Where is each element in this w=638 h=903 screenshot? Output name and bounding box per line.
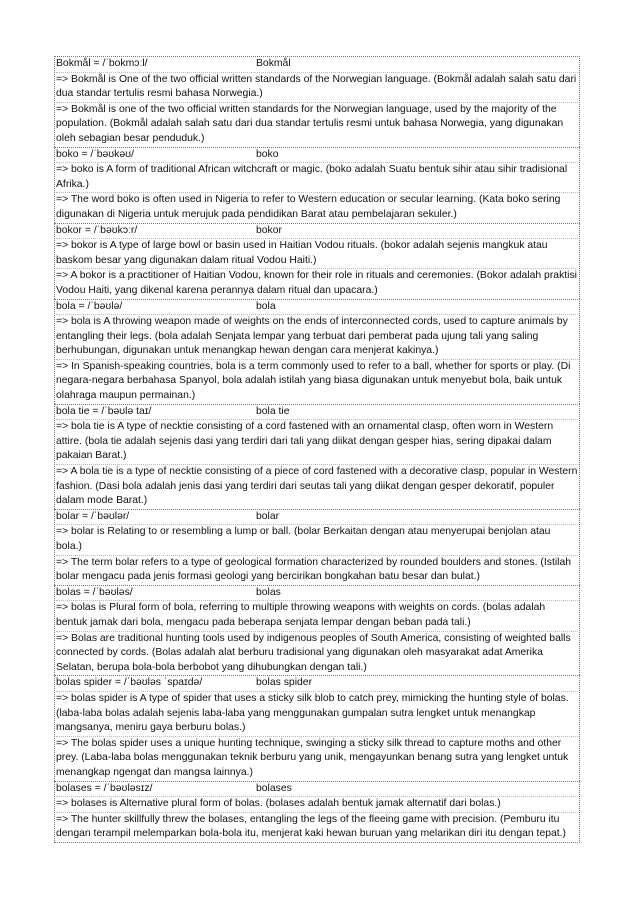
entry-header (56, 586, 578, 602)
entry-bola-tie (54, 404, 580, 509)
headword: bola tie (256, 405, 290, 417)
example-line: => The word boko is often used in Nigeria to refer to Western education or secular learning. (Kata boko sering digunakan di Nigeria untuk merujuk pada pendidikan Barat atau pembelajaran sekuler.) (56, 194, 561, 220)
entry-bolar (54, 509, 580, 585)
dictionary-page (54, 56, 580, 843)
pronunciation: bokor = /ˈbəʊkɔːr/ (56, 224, 138, 236)
pronunciation: bolar = /ˈbəʊlər/ (56, 510, 130, 522)
entry-bolases (54, 781, 580, 843)
example-line: => In Spanish-speaking countries, bola is a term commonly used to refer to a ball, whether for sports or play. (Di negara-negara berbahasa Spanyol, bola adalah istilah yang biasa digunakan untuk menyebut bola, baik untuk olahraga maupun permainan.) (56, 360, 571, 402)
entry-header (56, 676, 578, 692)
headword: bolar (256, 510, 280, 522)
pronunciation: bolas spider = /ˈbəʊləs ˈspaɪdə/ (56, 677, 203, 689)
entry-bokmal (54, 56, 580, 147)
definition-line: => bokor is A type of large bowl or basin used in Haitian Vodou rituals. (bokor adalah sejenis mangkuk atau baskom besar yang digunakan dalam ritual Vodou Haiti.) (56, 239, 578, 269)
entry-header (56, 57, 578, 73)
headword: bolas (256, 586, 281, 598)
entry-header (56, 782, 578, 798)
headword: bolas spider (256, 677, 313, 689)
pronunciation: bola tie = /ˈbəʊlə taɪ/ (56, 405, 152, 417)
headword: boko (256, 148, 279, 160)
headword: bokor (256, 224, 282, 236)
example-line: => Bolas are traditional hunting tools used by indigenous peoples of South America, consisting of weighted balls connected by cords. (Bolas adalah alat berburu tradisional yang digunakan oleh masyarakat adat Amerika Selatan, berupa bola-bola berbobot yang dihubungkan dengan tali.) (56, 632, 571, 673)
headword: bolases (256, 782, 292, 794)
pronunciation: boko = /ˈbəʊkəʊ/ (56, 148, 134, 160)
entry-bola (54, 299, 580, 404)
entry-header (56, 405, 578, 421)
example-line: => The term bolar refers to a type of geological formation characterized by rounded boulders and stones. (Istilah bolar mengacu pada jenis formasi geologi yang bercirikan bongkahan batu besar dan bulat.) (56, 556, 572, 583)
example-line: => A bokor is a practitioner of Haitian Vodou, known for their role in rituals and ceremonies. (Bokor adalah praktisi Vodou Haiti, yang dikenal karena perannya dalam ritual dan upacara.) (56, 270, 577, 296)
entry-boko (54, 147, 580, 223)
definition-line: => bolar is Relating to or resembling a lump or ball. (bolar Berkaitan dengan atau menyerupai benjolan atau bola.) (56, 525, 578, 555)
definition-line: => bolases is Alternative plural form of bolas. (bolases adalah bentuk jamak alternatif dari bolas.) (56, 797, 578, 813)
entry-header (56, 148, 578, 164)
definition-line: => bola is A throwing weapon made of weights on the ends of interconnected cords, used to capture animals by entangling their legs. (bola adalah Senjata lempar yang terbuat dari pemberat pada ujung tali yang saling berhubungan, digunakan untuk menangkap hewan dengan cara menjerat kakinya.) (56, 315, 578, 360)
entry-bokor (54, 223, 580, 299)
pronunciation: bolases = /ˈbəʊləsɪz/ (56, 782, 153, 794)
pronunciation: bola = /ˈbəʊlə/ (56, 300, 123, 312)
example-line: => A bola tie is a type of necktie consisting of a piece of cord fastened with a decorative clasp, popular in Western fashion. (Dasi bola adalah jenis dasi yang terdiri dari seutas tali yang diikat dengan gesper dekoratif, populer dalam mode Barat.) (56, 466, 578, 507)
pronunciation: bolas = /ˈbəʊləs/ (56, 586, 133, 598)
definition-line: => Bokmål is One of the two official written standards of the Norwegian language. (Bokmål adalah salah satu dari dua standar tertulis resmi bahasa Norwegia.) (56, 73, 578, 103)
example-line: => The hunter skillfully threw the bolases, entangling the legs of the fleeing game with precision. (Pemburu itu dengan terampil melemparkan bola-bola itu, menjerat kaki hewan buruan yang melarikan diri itu dengan tepat.) (56, 813, 567, 840)
headword: Bokmål (256, 58, 291, 69)
pronunciation: Bokmål = /ˈbokmɔːl/ (56, 58, 148, 69)
definition-line: => boko is A form of traditional African witchcraft or magic. (boko adalah Suatu bentuk sihir atau sihir tradisional Afrika.) (56, 163, 578, 193)
entry-header (56, 224, 578, 240)
example-line: => The bolas spider uses a unique hunting technique, swinging a sticky silk thread to capture moths and other prey. (Laba-laba bolas menggunakan teknik berburu yang unik, mengayunkan benang sutra yang lengket untuk menangkap ngengat dan mangsa lainnya.) (56, 737, 569, 778)
entry-header (56, 300, 578, 316)
entry-bolas (54, 585, 580, 676)
definition-line: => bolas spider is A type of spider that uses a sticky silk blob to catch prey, mimicking the hunting style of bolas. (laba-laba bolas adalah sejenis laba-laba yang menggunakan gumpalan sutra lengket untuk menangkap mangsanya, meniru gaya berburu bolas.) (56, 692, 578, 737)
entry-header (56, 510, 578, 526)
definition-line: => bola tie is A type of necktie consisting of a cord fastened with an ornamental clasp, often worn in Western attire. (bola tie adalah sejenis dasi yang terdiri dari tali yang diikat dengan gesper hias, sering dipakai dalam pakaian Barat.) (56, 420, 578, 465)
headword: bola (256, 300, 276, 312)
definition-line: => bolas is Plural form of bola, referring to multiple throwing weapons with weights on cords. (bolas adalah bentuk jamak dari bola, mengacu pada beberapa senjata lempar dengan beban pada tali.) (56, 601, 578, 631)
example-line: => Bokmål is one of the two official written standards for the Norwegian language, used by the majority of the population. (Bokmål adalah salah satu dari dua standar tertulis resmi untuk bahasa Norwegia, yang digunakan oleh sebagian besar penduduk.) (56, 103, 564, 144)
entry-bolas-spider (54, 675, 580, 780)
